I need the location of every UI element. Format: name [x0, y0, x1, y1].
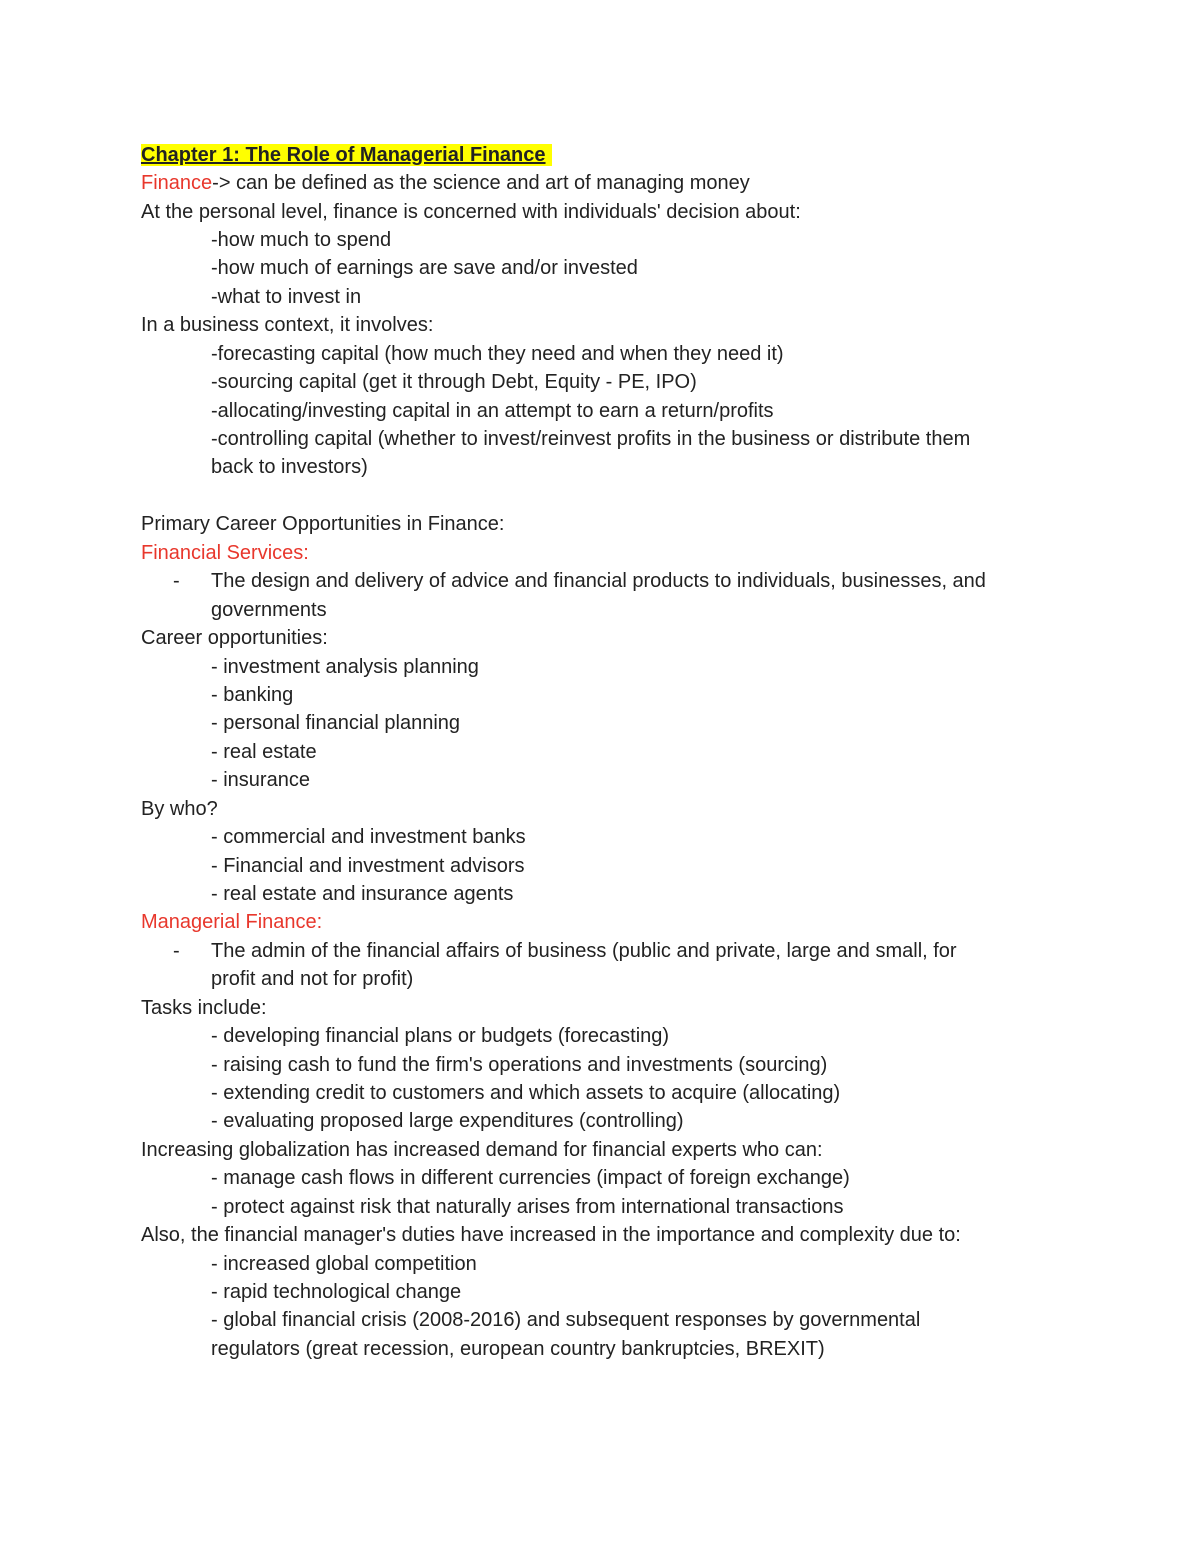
personal-item: -how much to spend — [211, 229, 392, 251]
task-item: - evaluating proposed large expenditures (controlling) — [211, 1110, 684, 1132]
personal-level-text: At the personal level, finance is concerned with individuals' decision about: — [141, 201, 801, 223]
by-who-item: - commercial and investment banks — [211, 826, 526, 848]
bullet-dash: - — [173, 570, 180, 592]
chapter-heading-text: Chapter 1: The Role of Managerial Finance — [141, 144, 552, 166]
duties-item-continued: regulators (great recession, european country bankruptcies, BREXIT) — [211, 1338, 825, 1360]
globalization-item: - manage cash flows in different currencies (impact of foreign exchange) — [211, 1167, 850, 1189]
career-item: - insurance — [211, 769, 310, 791]
finance-term: Finance — [141, 172, 213, 194]
business-item-continued: back to investors) — [211, 456, 368, 478]
task-item: - developing financial plans or budgets (forecasting) — [211, 1025, 670, 1047]
career-item: - investment analysis planning — [211, 656, 479, 678]
career-item: - personal financial planning — [211, 712, 461, 734]
bullet-dash: - — [173, 940, 180, 962]
duties-item: - increased global competition — [211, 1253, 477, 1275]
personal-item: -how much of earnings are save and/or invested — [211, 257, 638, 279]
duties-item: - rapid technological change — [211, 1281, 462, 1303]
tasks-label: Tasks include: — [141, 997, 267, 1019]
financial-services-desc: The design and delivery of advice and financial products to individuals, businesses, and — [211, 570, 986, 592]
business-item: -controlling capital (whether to invest/reinvest profits in the business or distribute them — [211, 428, 971, 450]
task-item: - raising cash to fund the firm's operations and investments (sourcing) — [211, 1054, 828, 1076]
personal-item: -what to invest in — [211, 286, 362, 308]
business-item: -sourcing capital (get it through Debt, Equity - PE, IPO) — [211, 371, 697, 393]
career-section-title: Primary Career Opportunities in Finance: — [141, 513, 505, 535]
finance-definition — [141, 171, 750, 195]
managerial-finance-heading: Managerial Finance: — [141, 911, 323, 933]
career-opportunities-label: Career opportunities: — [141, 627, 328, 649]
globalization-label: Increasing globalization has increased demand for financial experts who can: — [141, 1139, 823, 1161]
chapter-heading — [141, 143, 552, 167]
career-item: - banking — [211, 684, 294, 706]
finance-definition-text: -> can be defined as the science and art of managing money — [212, 172, 750, 194]
business-context-text: In a business context, it involves: — [141, 314, 434, 336]
by-who-item: - real estate and insurance agents — [211, 883, 514, 905]
by-who-label: By who? — [141, 798, 218, 820]
managerial-finance-desc-continued: profit and not for profit) — [211, 968, 414, 990]
business-item: -forecasting capital (how much they need and when they need it) — [211, 343, 784, 365]
by-who-item: - Financial and investment advisors — [211, 855, 525, 877]
financial-services-desc-continued: governments — [211, 599, 327, 621]
business-item: -allocating/investing capital in an attempt to earn a return/profits — [211, 400, 774, 422]
task-item: - extending credit to customers and which assets to acquire (allocating) — [211, 1082, 841, 1104]
duties-item: - global financial crisis (2008-2016) and subsequent responses by governmental — [211, 1309, 921, 1331]
globalization-item: - protect against risk that naturally arises from international transactions — [211, 1196, 844, 1218]
duties-label: Also, the financial manager's duties have increased in the importance and complexity due to: — [141, 1224, 961, 1246]
managerial-finance-desc: The admin of the financial affairs of business (public and private, large and small, for — [211, 940, 957, 962]
financial-services-heading: Financial Services: — [141, 542, 309, 564]
career-item: - real estate — [211, 741, 317, 763]
